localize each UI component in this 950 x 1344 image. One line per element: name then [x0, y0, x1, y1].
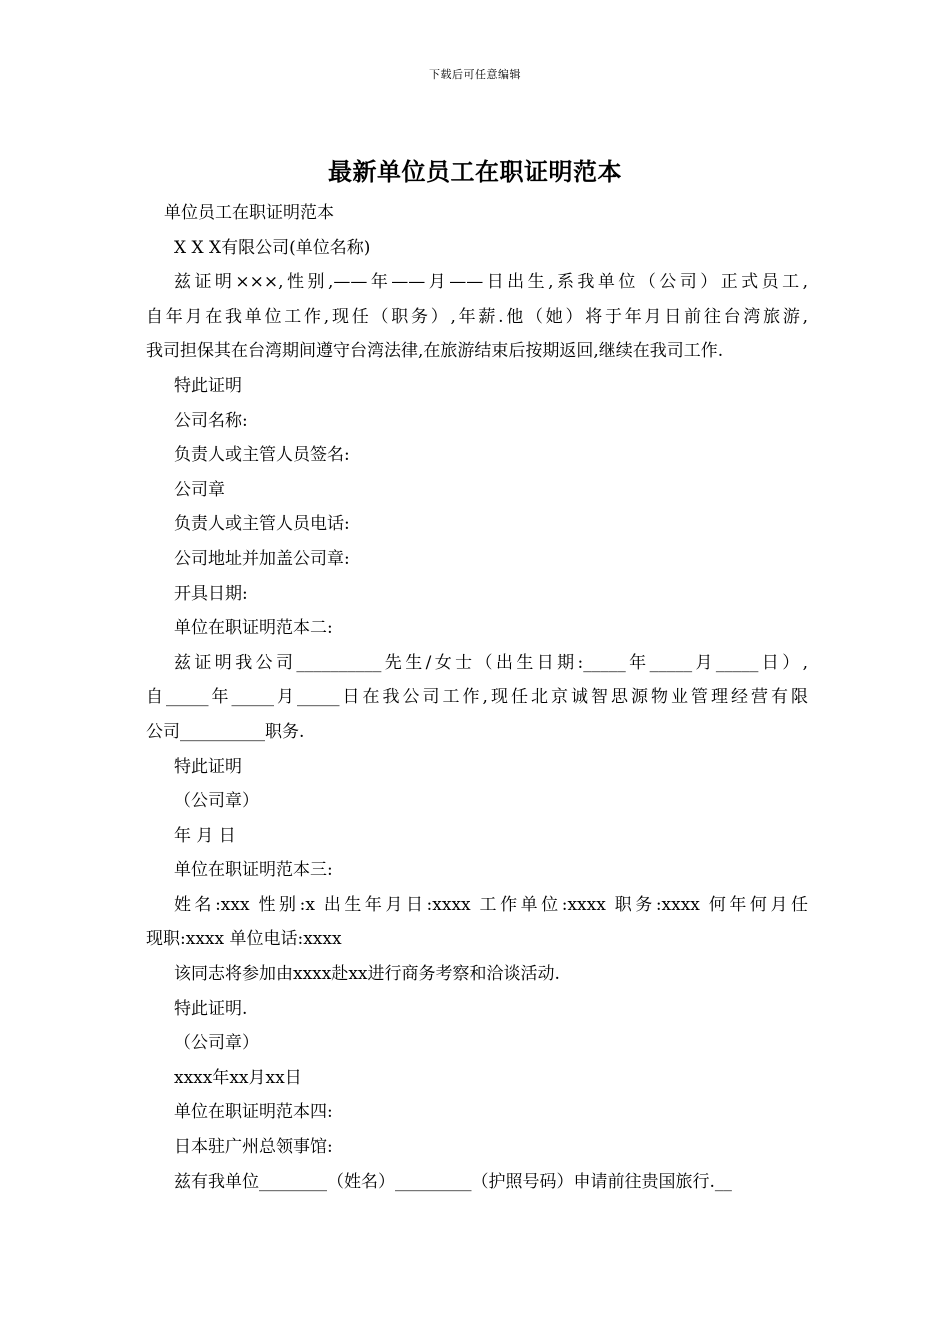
text-line: 特此证明 [174, 756, 242, 777]
paragraph-line: 自_____年_____月_____日在我公司工作,现任北京诚智思源物业管理经营有限 [146, 687, 808, 708]
text-line: 公司名称: [174, 410, 248, 431]
text-line: （公司章） [174, 1033, 259, 1054]
text-line: 公司章 [174, 479, 225, 500]
section-heading: 单位在职证明范本四: [174, 1102, 333, 1123]
paragraph-line: 兹证明×××,性别,——年——月——日出生,系我单位（公司）正式员工, [174, 272, 808, 293]
text-line: 年 月 日 [174, 825, 236, 846]
paragraph-line: 兹有我单位________（姓名）_________（护照号码）申请前往贵国旅行.__ [174, 1171, 732, 1192]
text-line: （公司章） [174, 791, 259, 812]
section-heading: 单位在职证明范本二: [174, 618, 333, 639]
paragraph-line: 我司担保其在台湾期间遵守台湾法律,在旅游结束后按期返回,继续在我司工作. [146, 341, 724, 362]
text-line: 特此证明. [174, 998, 248, 1019]
text-line: 公司地址并加盖公司章: [174, 548, 350, 569]
document-title: 最新单位员工在职证明范本 [328, 157, 622, 186]
paragraph-line: 姓名:xxx 性别:x 出生年月日:xxxx 工作单位:xxxx 职务:xxxx 何年何月任 [174, 894, 808, 915]
paragraph-line: 公司__________职务. [146, 721, 305, 742]
text-line: 该同志将参加由xxxx赴xx进行商务考察和洽谈活动. [174, 964, 560, 985]
text-line: xxxx年xx月xx日 [174, 1067, 302, 1088]
text-line: 开具日期: [174, 583, 248, 604]
page-header-note: 下载后可任意编辑 [429, 68, 521, 81]
text-line: 负责人或主管人员签名: [174, 445, 350, 466]
paragraph-line: 自年月在我单位工作,现任（职务）,年薪.他（她）将于年月日前往台湾旅游, [146, 306, 808, 327]
subtitle-line: 单位员工在职证明范本 [164, 203, 334, 223]
paragraph-line: 现职:xxxx 单位电话:xxxx [146, 929, 342, 950]
paragraph-line: 兹证明我公司__________先生/女士（出生日期:_____年_____月_____日）, [174, 652, 808, 673]
text-line: 负责人或主管人员电话: [174, 514, 350, 535]
document-body [146, 196, 808, 1199]
text-line: 日本驻广州总领事馆: [174, 1137, 333, 1158]
section-heading: 单位在职证明范本三: [174, 860, 333, 881]
text-line: 特此证明 [174, 375, 242, 396]
company-name-line: X X X有限公司(单位名称) [174, 237, 371, 258]
